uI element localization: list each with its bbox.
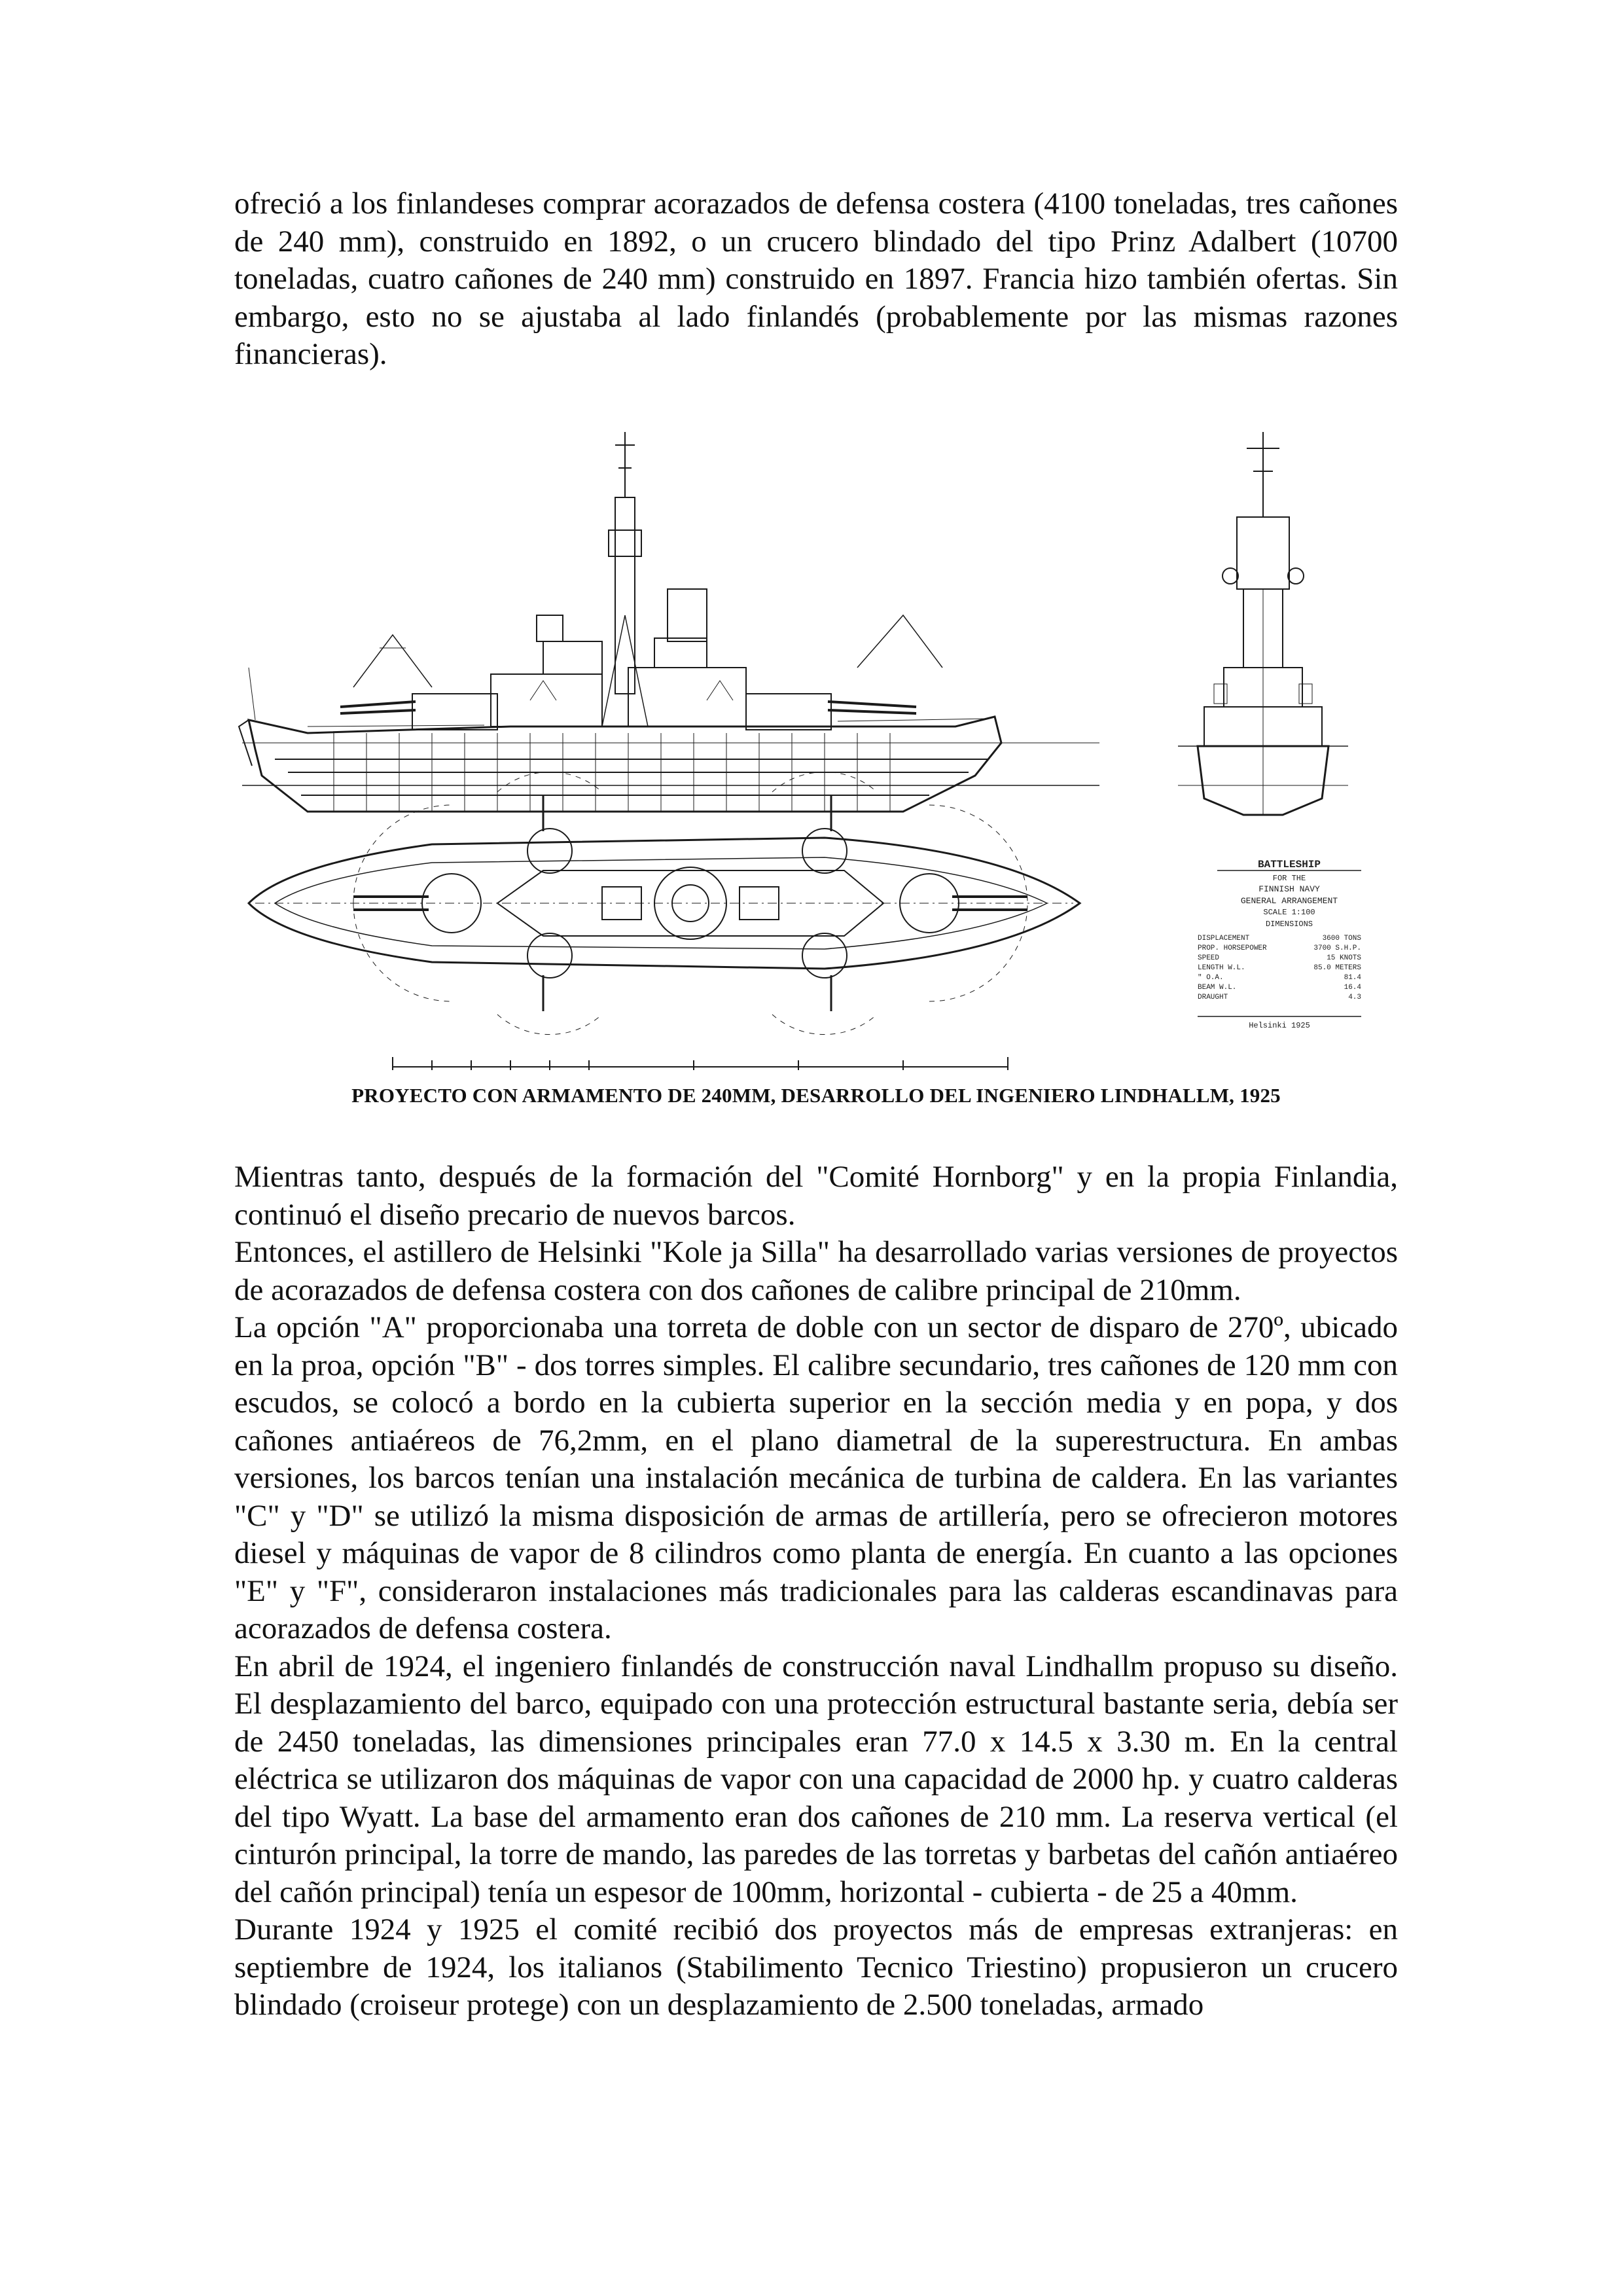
- ship-drawing: [236, 419, 1400, 1073]
- scale-bar: [393, 1057, 1008, 1070]
- title-line-2: FOR THE: [1272, 874, 1306, 883]
- spec-label: DISPLACEMENT: [1198, 935, 1250, 942]
- paragraph: Entonces, el astillero de Helsinki "Kole ja Silla" ha desarrollado varias versiones de proyectos de acorazados de defensa costera con dos cañones de calibre principal de 210mm.: [234, 1235, 1398, 1307]
- spec-value: 3700 S.H.P.: [1313, 944, 1361, 952]
- front-section-view: [1178, 432, 1348, 815]
- title-line-4: GENERAL ARRANGEMENT: [1240, 896, 1338, 906]
- spec-value: 81.4: [1344, 974, 1361, 982]
- paragraph-intro: ofreció a los finlandeses comprar acorazados de defensa costera (4100 toneladas, tres cañones de 240 mm), construido en 1892, o un crucero blindado del tipo Prinz Adalbert (10700 toneladas, cuatro cañones de 240 mm) construido en 1897. Francia hizo también ofertas. Sin embargo, esto no se ajustaba al lado finlandés (probablemente por las mismas razones financieras).: [234, 187, 1398, 371]
- spec-value: 15 KNOTS: [1327, 954, 1361, 962]
- title-line-1: BATTLESHIP: [1257, 859, 1321, 870]
- body-text: [234, 1158, 1398, 2024]
- spec-label: DRAUGHT: [1198, 994, 1228, 1001]
- title-line-3: FINNISH NAVY: [1258, 884, 1320, 894]
- title-line-5: SCALE 1:100: [1263, 908, 1315, 917]
- spec-label: SPEED: [1198, 954, 1220, 962]
- ship-drawing-figure: [236, 419, 1400, 1073]
- drawing-signature: Helsinki 1925: [1249, 1021, 1310, 1030]
- title-block: [1198, 859, 1361, 1030]
- paragraph: La opción "A" proporcionaba una torreta de doble con un sector de disparo de 270º, ubicado en la proa, opción "B" - dos torres simples. El calibre secundario, tres cañones de 120 mm con escudos, se colocó a bordo en la cubierta superior en la sección media y en popa, y dos cañones antiaéreos de 76,2mm, en el plano diametral de la superestructura. En ambas versiones, los barcos tenían una instalación mecánica de turbina de caldera. En las variantes "C" y "D" se utilizó la misma disposición de armas de artillería, pero se ofrecieron motores diesel y máquinas de vapor de 8 cilindros como planta de energía. En cuanto a las opciones "E" y "F", consideraron instalaciones más tradicionales para las calderas escandinavas para acorazados de defensa costera.: [234, 1310, 1398, 1645]
- paragraph: Mientras tanto, después de la formación del "Comité Hornborg" y en la propia Finlandia, continuó el diseño precario de nuevos barcos.: [234, 1160, 1398, 1232]
- figure-caption: PROYECTO CON ARMAMENTO DE 240MM, DESARROLLO DEL INGENIERO LINDHALLM, 1925: [351, 1084, 1281, 1107]
- spec-label: PROP. HORSEPOWER: [1198, 944, 1267, 952]
- spec-label: LENGTH W.L.: [1198, 964, 1245, 972]
- dimensions-heading: DIMENSIONS: [1265, 920, 1313, 929]
- side-elevation-view: [239, 432, 1099, 812]
- spec-value: 4.3: [1348, 994, 1361, 1001]
- paragraph: Durante 1924 y 1925 el comité recibió dos proyectos más de empresas extranjeras: en septiembre de 1924, los italianos (Stabilimento Tecnico Triestino) propusieron un crucero blindado (croiseur protege) con un desplazamiento de 2.500 toneladas, armado: [234, 1912, 1398, 2022]
- spec-label: " O.A.: [1198, 974, 1224, 982]
- spec-value: 16.4: [1344, 984, 1361, 992]
- spec-value: 85.0 METERS: [1313, 964, 1361, 972]
- spec-label: BEAM W.L.: [1198, 984, 1237, 992]
- spec-value: 3600 TONS: [1322, 935, 1361, 942]
- paragraph: En abril de 1924, el ingeniero finlandés de construcción naval Lindhallm propuso su diseño. El desplazamiento del barco, equipado con una protección estructural bastante seria, debía ser de 2450 toneladas, las dimensiones principales eran 77.0 x 14.5 x 3.30 m. En la central eléctrica se utilizaron dos máquinas de vapor con una capacidad de 2000 hp. y cuatro calderas del tipo Wyatt. La base del armamento eran dos cañones de 210 mm. La reserva vertical (el cinturón principal, la torre de mando, las paredes de las torretas y barbetas del cañón antiaéreo del cañón principal) tenía un espesor de 100mm, horizontal - cubierta - de 25 a 40mm.: [234, 1649, 1398, 1909]
